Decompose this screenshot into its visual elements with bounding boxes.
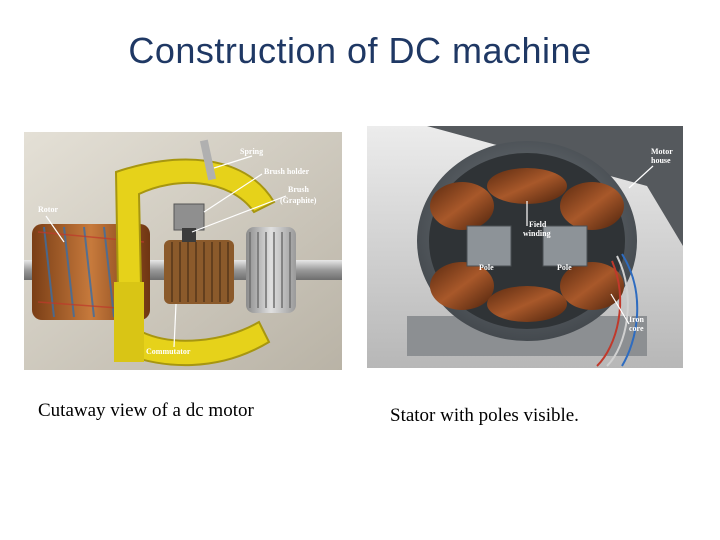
label-brush-holder: Brush holder <box>264 167 310 176</box>
stator-photo <box>367 126 683 368</box>
label-brush-material: (Graphite) <box>280 196 317 205</box>
label-field-winding-line1: Field <box>529 220 547 229</box>
label-spring: Spring <box>240 147 264 156</box>
dc-motor-cutaway-photo <box>24 132 342 370</box>
slide-title: Construction of DC machine <box>128 30 592 71</box>
caption-stator: Stator with poles visible. <box>390 405 579 426</box>
label-iron-core-line1: Iron <box>629 315 644 324</box>
caption-cutaway: Cutaway view of a dc motor <box>38 400 254 421</box>
label-motor-house-line1: Motor <box>651 147 673 156</box>
label-rotor: Rotor <box>38 205 58 214</box>
label-commutator: Commutator <box>146 347 191 356</box>
label-motor-house-line2: house <box>651 156 671 165</box>
label-pole-left: Pole <box>479 263 494 272</box>
label-iron-core-line2: core <box>629 324 644 333</box>
label-field-winding-line2: winding <box>523 229 551 238</box>
label-pole-right: Pole <box>557 263 572 272</box>
label-brush: Brush <box>288 185 309 194</box>
dc-motor-cutaway-illustration <box>24 132 342 370</box>
stator-illustration <box>367 126 683 368</box>
